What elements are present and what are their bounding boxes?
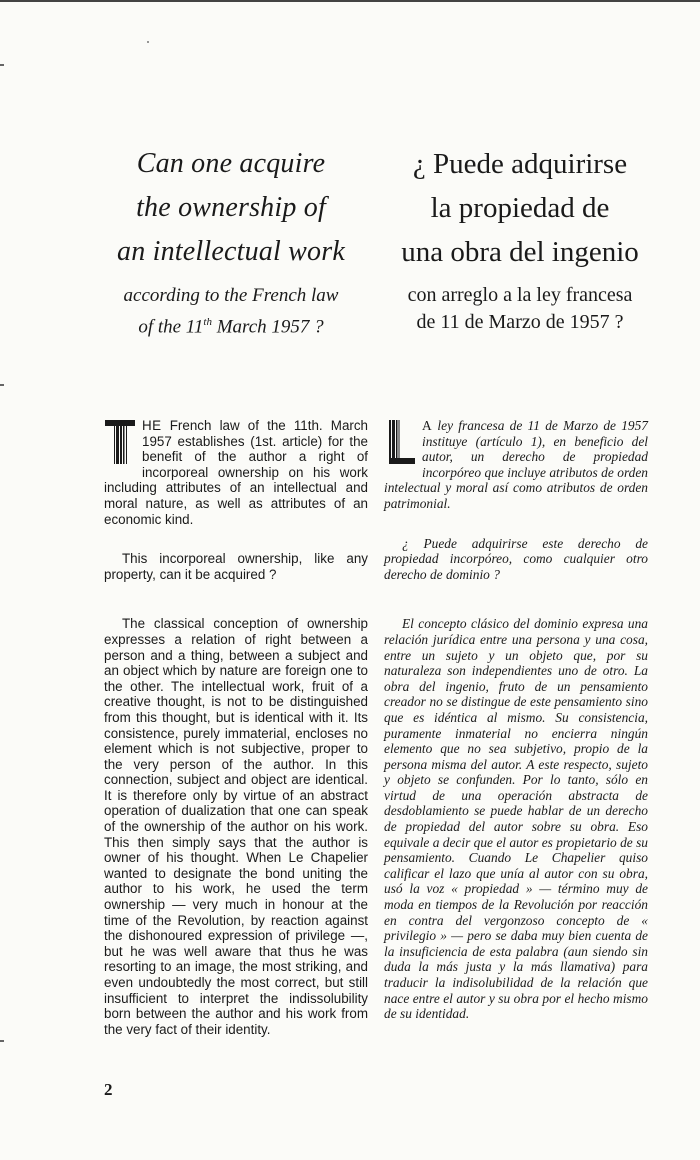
subtitle-english-line <box>112 309 350 340</box>
dropcap-t-icon <box>104 420 136 466</box>
title-spanish-line: ¿ Puede adquirirse <box>412 148 628 180</box>
subtitle-date-part: March 1957 ? <box>211 316 324 338</box>
lead-caps: A <box>422 418 433 433</box>
subtitle-date-part: of the 11 <box>138 316 204 338</box>
paragraph-text: French law of the 11th. March 1957 establishes (1st. article) for the benefit of the author a right of incorporeal ownership on his work including attributes of an intellectual and moral nature, as well as attributes of an economic kind. <box>104 418 368 527</box>
english-paragraph-3: The classical conception of ownership expresses a relation of right between a person and a thing, between a subject and an object which by nature are foreign one to the other. The intellectual work, fruit of a creative thought, is not to be distinguished from this thought, but is identical with it. Its consistence, purely immaterial, encloses no element which is not subjective, proper to the very person of the author. In this connection, subject and object are identical. It is therefore only by virtue of an abstract operation of dualization that one can speak of the ownership of the author on his work. This then simply says that the author is owner of his thought. When Le Chapelier wanted to designate the bond uniting the author to his work, he used the term ownership — very much in honour at the time of the Revolution, by reaction against the dishonoured expression of privilege —, but he was well aware that thus he was resorting to an image, the most striking, and even undoubtedly the most correct, but still insufficient to interpret the indissolubility born between the author and his work from the very fact of their identity. <box>104 616 368 1037</box>
lead-caps: HE <box>142 418 162 433</box>
spanish-paragraph-3: El concepto clásico del dominio expresa una relación jurídica entre una persona y una cosa, entre un sujeto y un objeto que, por su naturaleza son independientes uno de otro. La obra del ingenio, fruto de un pensamiento creador no se distingue de este pensamiento sino que es idéntica al mismo. Su consistencia, puramente inmaterial no encierra ningún elemento que no sea subjetivo, propio de la persona misma del autor. A este respecto, sujeto y objeto se confunden. Por lo tanto, sólo en virtud de una operación abstracta de desdoblamiento se puede hablar de un derecho de propiedad del autor sobre su obra. Eso equivale a decir que el autor es propietario de su pensamiento. Cuando Le Chapelier quiso calificar el lazo que unía al autor con su obra, usó la voz « propiedad » — término muy de moda en tiempos de la Revolución por reacción en contra del vergonzoso concepto de « privilegio » — pero se daba muy bien cuenta de la insuficiencia de esta palabra (aun siendo sin duda la más justa y la más llamativa) para traducir la indisolubilidad de la relación que nace entre el autor y su obra por el hecho mismo de su identidad. <box>384 616 648 1022</box>
column-english <box>104 418 368 1037</box>
title-spanish <box>375 142 665 336</box>
subtitle-spanish-line: con arreglo a la ley francesa <box>407 284 633 306</box>
subtitle-spanish <box>375 282 665 336</box>
title-english <box>112 142 350 340</box>
paragraph-text: ley francesa de 11 de Marzo de 1957 instituye (artículo 1), en beneficio del autor, un derecho de propiedad incorpóreo que incluye atributos de orden intelectual y moral así como atributos de orden patrimonial. <box>384 418 648 511</box>
page-number: 2 <box>104 1080 113 1099</box>
title-english-line: the ownership of <box>136 192 326 223</box>
column-spanish <box>384 418 648 1022</box>
scan-edge-mark <box>0 1040 4 1042</box>
title-spanish-line: la propiedad de <box>430 192 610 224</box>
scan-top-edge <box>0 0 700 2</box>
title-english-line: an intellectual work <box>117 236 345 267</box>
scan-edge-mark <box>0 64 4 66</box>
dropcap-l-icon <box>384 420 416 466</box>
title-english-line: Can one acquire <box>136 148 326 179</box>
subtitle-spanish-line: de 11 de Marzo de 1957 ? <box>416 311 624 333</box>
scan-speck <box>147 41 149 43</box>
english-paragraph-2: This incorporeal ownership, like any property, can it be acquired ? <box>104 551 368 582</box>
spanish-paragraph-1 <box>384 418 648 512</box>
english-paragraph-1 <box>104 418 368 527</box>
subtitle-ordinal: th <box>203 316 212 328</box>
title-spanish-line: una obra del ingenio <box>401 236 639 268</box>
subtitle-english-line: according to the French law <box>123 285 339 306</box>
scan-edge-mark <box>0 384 4 386</box>
spanish-paragraph-2: ¿ Puede adquirirse este derecho de propiedad incorpóreo, como cualquier otro derecho de dominio ? <box>384 535 648 582</box>
subtitle-english <box>112 282 350 340</box>
